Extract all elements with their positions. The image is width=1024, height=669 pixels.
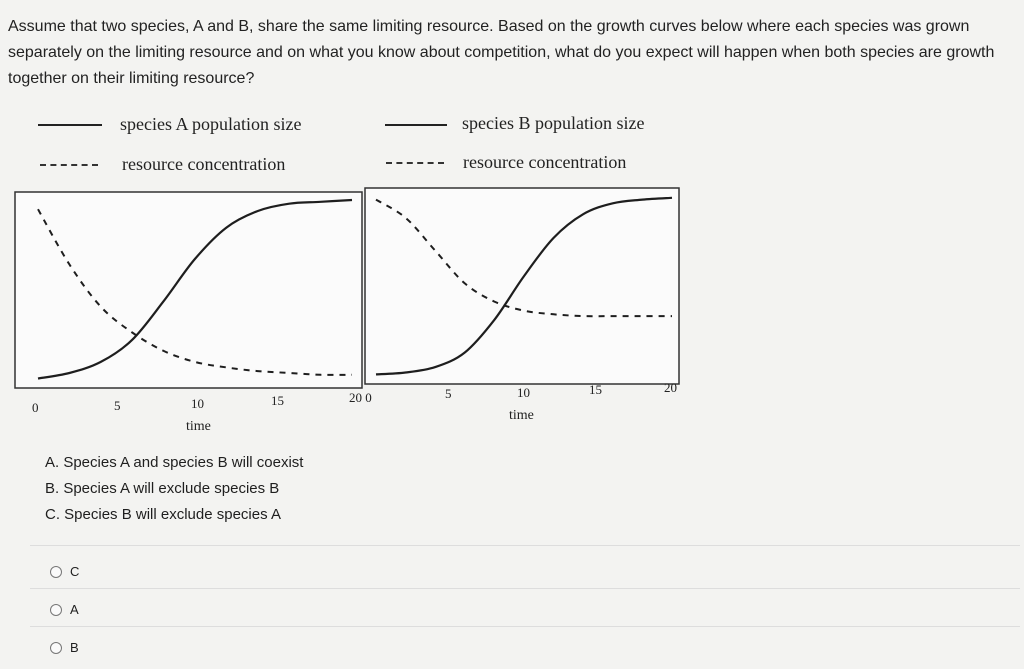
chart-a-tick-15: 15 bbox=[271, 393, 284, 408]
radio-button-icon[interactable] bbox=[50, 566, 62, 578]
legend-label-species-a: species A population size bbox=[120, 114, 302, 134]
chart-a-xlabel: time bbox=[186, 419, 211, 434]
legend-label-resource-a: resource concentration bbox=[122, 154, 286, 174]
radio-option-b[interactable] bbox=[50, 640, 79, 655]
choice-c-text: C. Species B will exclude species A bbox=[45, 506, 281, 523]
chart-a-tick-0: 0 bbox=[32, 400, 39, 415]
chart-b-tick-15: 15 bbox=[589, 382, 602, 397]
radio-label: C bbox=[70, 564, 80, 579]
chart-b-frame bbox=[365, 188, 679, 384]
radio-option-a[interactable] bbox=[50, 602, 79, 617]
choice-a-text: A. Species A and species B will coexist bbox=[45, 454, 304, 471]
radio-option-c[interactable] bbox=[50, 564, 79, 579]
chart-b-tick-5: 5 bbox=[445, 386, 452, 401]
answer-choices bbox=[45, 450, 303, 528]
radio-button-icon[interactable] bbox=[50, 604, 62, 616]
legend-label-resource-b: resource concentration bbox=[463, 152, 627, 172]
question-text: Assume that two species, A and B, share the same limiting resource. Based on the growth curves below where each species was grown separately on the limiting resource and on what you know about competition, what do you expect will happen when both species are growth together on their limiting resource? bbox=[8, 18, 995, 87]
divider bbox=[30, 545, 1020, 546]
legend-label-species-b: species B population size bbox=[462, 113, 645, 133]
radio-label: A bbox=[70, 602, 79, 617]
choice-b-text: B. Species A will exclude species B bbox=[45, 480, 280, 497]
divider bbox=[30, 626, 1020, 627]
chart-b-tick-10: 10 bbox=[517, 385, 530, 400]
divider bbox=[30, 588, 1020, 589]
chart-a-tick-5: 5 bbox=[114, 398, 121, 413]
chart-a-tick-10: 10 bbox=[191, 396, 204, 411]
chart-b-tick-20: 20 bbox=[664, 380, 677, 395]
chart-a-tick-20-0: 20 0 bbox=[349, 390, 372, 405]
radio-label: B bbox=[70, 640, 79, 655]
chart-a-frame bbox=[15, 192, 362, 388]
chart-b-xlabel: time bbox=[509, 408, 534, 423]
radio-button-icon[interactable] bbox=[50, 642, 62, 654]
